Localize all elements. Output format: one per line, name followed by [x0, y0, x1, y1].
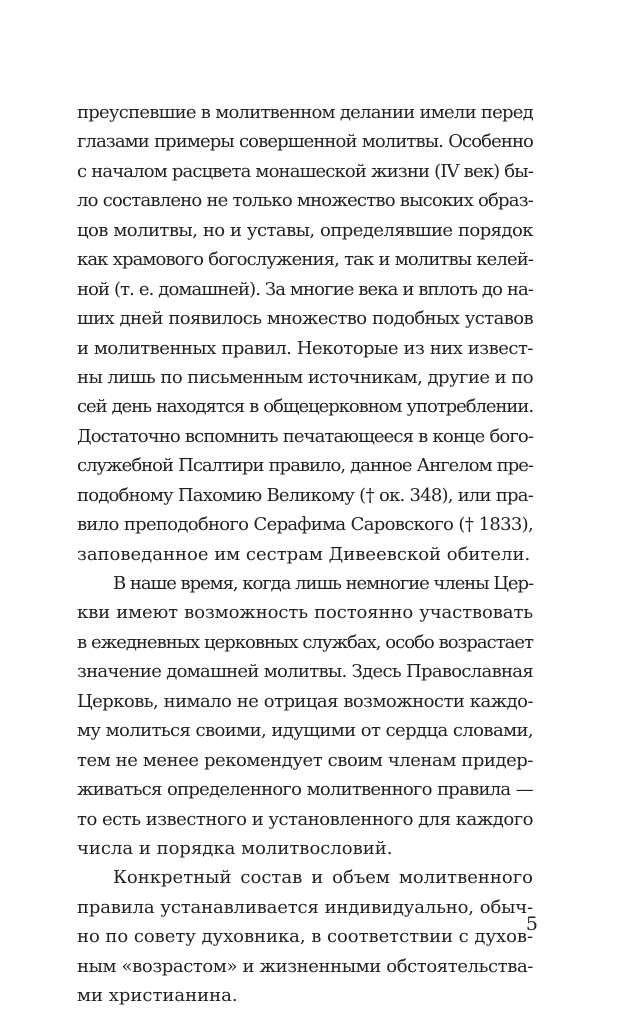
text-line: в ежедневных церковных службах, особо возрастает — [77, 631, 533, 653]
text-line: Достаточно вспомнить печатающееся в конце бого- — [77, 425, 533, 447]
text-line: Церковь, нимало не отрицая возможности каждо- — [77, 690, 533, 712]
text-line: преуспевшие в молитвенном делании имели перед — [77, 102, 533, 123]
paragraph-1 — [77, 98, 533, 569]
text-line: глазами примеры совершенной молитвы. Особенно — [77, 131, 533, 153]
text-line: Конкретный состав и объем молитвенного — [113, 867, 533, 889]
body-text — [77, 98, 533, 1011]
text-line: В наше время, когда лишь немногие члены Цер- — [113, 573, 533, 594]
text-line: значение домашней молитвы. Здесь Православная — [77, 661, 533, 683]
text-line: подобному Пахомию Великому († ок. 348), или пра- — [77, 484, 533, 506]
text-line: ло составлено не только множество высоких образ- — [77, 190, 533, 212]
text-line: с началом расцвета монашеской жизни (IV век) бы- — [77, 160, 533, 182]
text-line: ной (т. е. домашней). За многие века и вплоть до на- — [77, 278, 533, 300]
text-line: как храмового богослужения, так и молитвы келей- — [77, 249, 533, 271]
text-line: кви имеют возможность постоянно участвовать — [77, 602, 533, 624]
text-line: то есть известного и установленного для каждого — [77, 808, 533, 830]
text-line: му молиться своими, идущими от сердца словами, — [77, 720, 533, 742]
text-line: служебной Псалтири правило, данное Ангелом пре- — [77, 455, 533, 477]
paragraph-3 — [77, 863, 533, 1010]
text-line: но по совету духовника, в соответствии с духов- — [77, 926, 533, 948]
text-line: правила устанавливается индивидуально, обыч- — [77, 896, 533, 918]
text-line: сей день находятся в общецерковном употреблении. — [77, 396, 533, 418]
text-line: ших дней появилось множество подобных уставов — [77, 308, 533, 330]
text-line: цов молитвы, но и уставы, определявшие порядок — [77, 219, 533, 241]
text-line: заповеданное им сестрам Дивеевской обители. — [77, 543, 531, 565]
text-line: вило преподобного Серафима Саровского († 1833), — [77, 514, 533, 536]
text-line: ны лишь по письменным источникам, другие и по — [77, 366, 533, 388]
paragraph-2 — [77, 569, 533, 863]
page-number: 5 — [525, 913, 538, 935]
text-line: ным «возрастом» и жизненными обстоятельства- — [77, 955, 533, 977]
text-line: числа и порядка молитвословий. — [77, 837, 393, 859]
text-line: ми христианина. — [77, 985, 238, 1007]
text-line: живаться определенного молитвенного правила — — [77, 779, 533, 801]
text-line: тем не менее рекомендует своим членам придер- — [77, 749, 533, 771]
text-line: и молитвенных правил. Некоторые из них извест- — [77, 337, 533, 359]
